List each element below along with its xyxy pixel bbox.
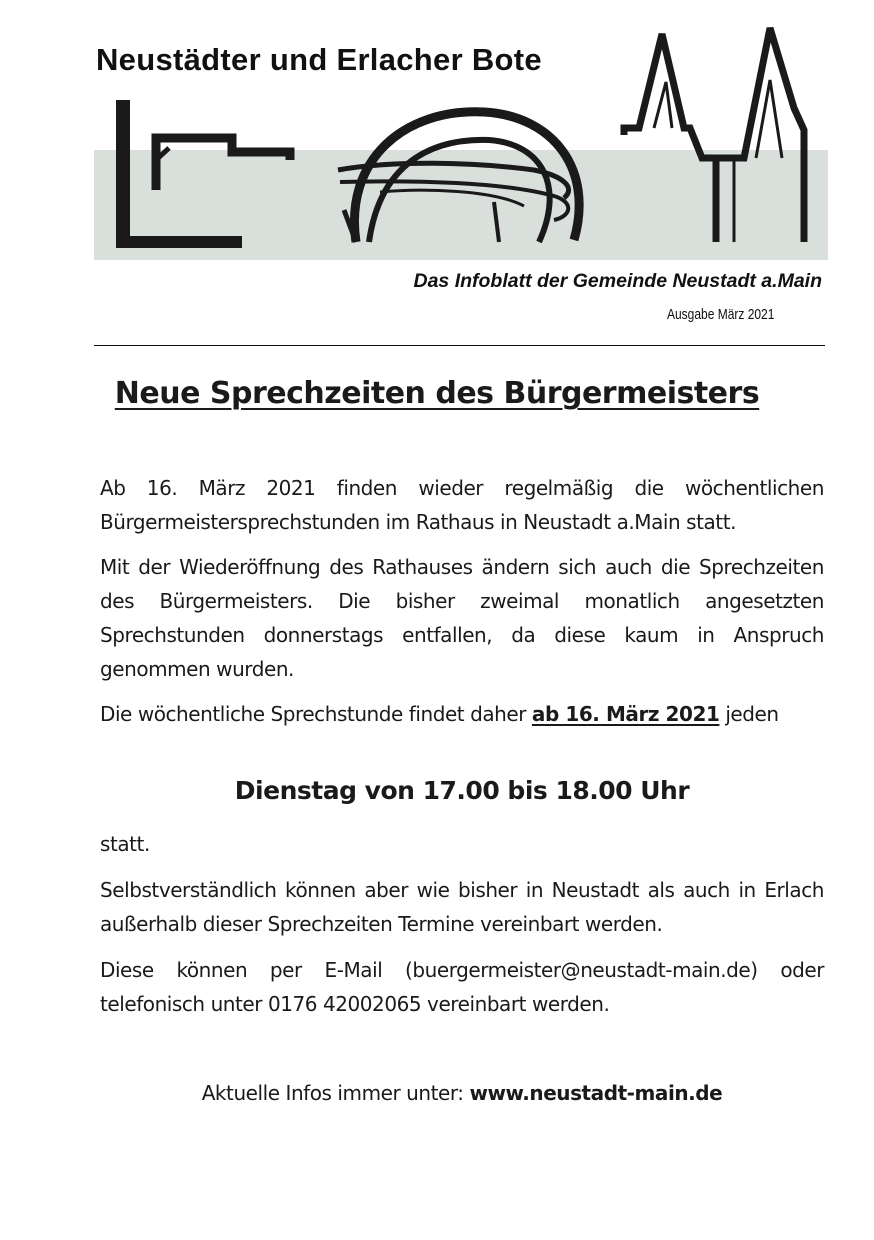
office-hours: Dienstag von 17.00 bis 18.00 Uhr xyxy=(234,776,690,805)
paragraph-intro xyxy=(100,471,824,539)
paragraph-contact xyxy=(100,953,824,1021)
paragraph-contact-text: Diese können per E-Mail (buergermeister@neustadt-main.de) oder telefonisch unter 0176 42002065 vereinbart werden. xyxy=(100,958,824,1016)
publication-subtitle: Das Infoblatt der Gemeinde Neustadt a.Main xyxy=(413,270,822,292)
schedule-start-date: ab 16. März 2021 xyxy=(531,702,720,726)
schedule-text-after: jeden xyxy=(719,702,779,726)
footer-website-link[interactable]: www.neustadt-main.de xyxy=(469,1081,723,1105)
footer-label: Aktuelle Infos immer unter: xyxy=(201,1081,470,1105)
header-divider xyxy=(94,345,825,346)
paragraph-schedule-text xyxy=(100,697,824,731)
masthead-title: Neustädter und Erlacher Bote xyxy=(96,42,542,77)
paragraph-intro-text: Ab 16. März 2021 finden wieder regelmäßig die wöchentlichen Bürgermeistersprechstunden im Rathaus in Neustadt a.Main statt. xyxy=(100,476,824,534)
paragraph-appointments-text: Selbstverständlich können aber wie bisher in Neustadt als auch in Erlach außerhalb dieser Sprechzeiten Termine vereinbart werden. xyxy=(100,878,824,936)
issue-date: Ausgabe März 2021 xyxy=(667,306,775,323)
paragraph-schedule xyxy=(100,697,824,731)
paragraph-changes-text: Mit der Wiederöffnung des Rathauses ändern sich auch die Sprechzeiten des Bürgermeisters. Die bisher zweimal monatlich angesetzten Sprechstunden donnerstags entfallen, da diese kaum in Anspruch genommen wurden. xyxy=(100,555,824,681)
paragraph-changes xyxy=(100,550,824,686)
paragraph-statt-text: statt. xyxy=(100,832,150,856)
paragraph-appointments xyxy=(100,873,824,941)
article-headline: Neue Sprechzeiten des Bürgermeisters xyxy=(114,376,760,411)
footer-info xyxy=(0,1081,874,1105)
schedule-text-before: Die wöchentliche Sprechstunde findet daher xyxy=(100,702,532,726)
paragraph-statt xyxy=(100,827,824,861)
header-banner xyxy=(94,20,828,260)
